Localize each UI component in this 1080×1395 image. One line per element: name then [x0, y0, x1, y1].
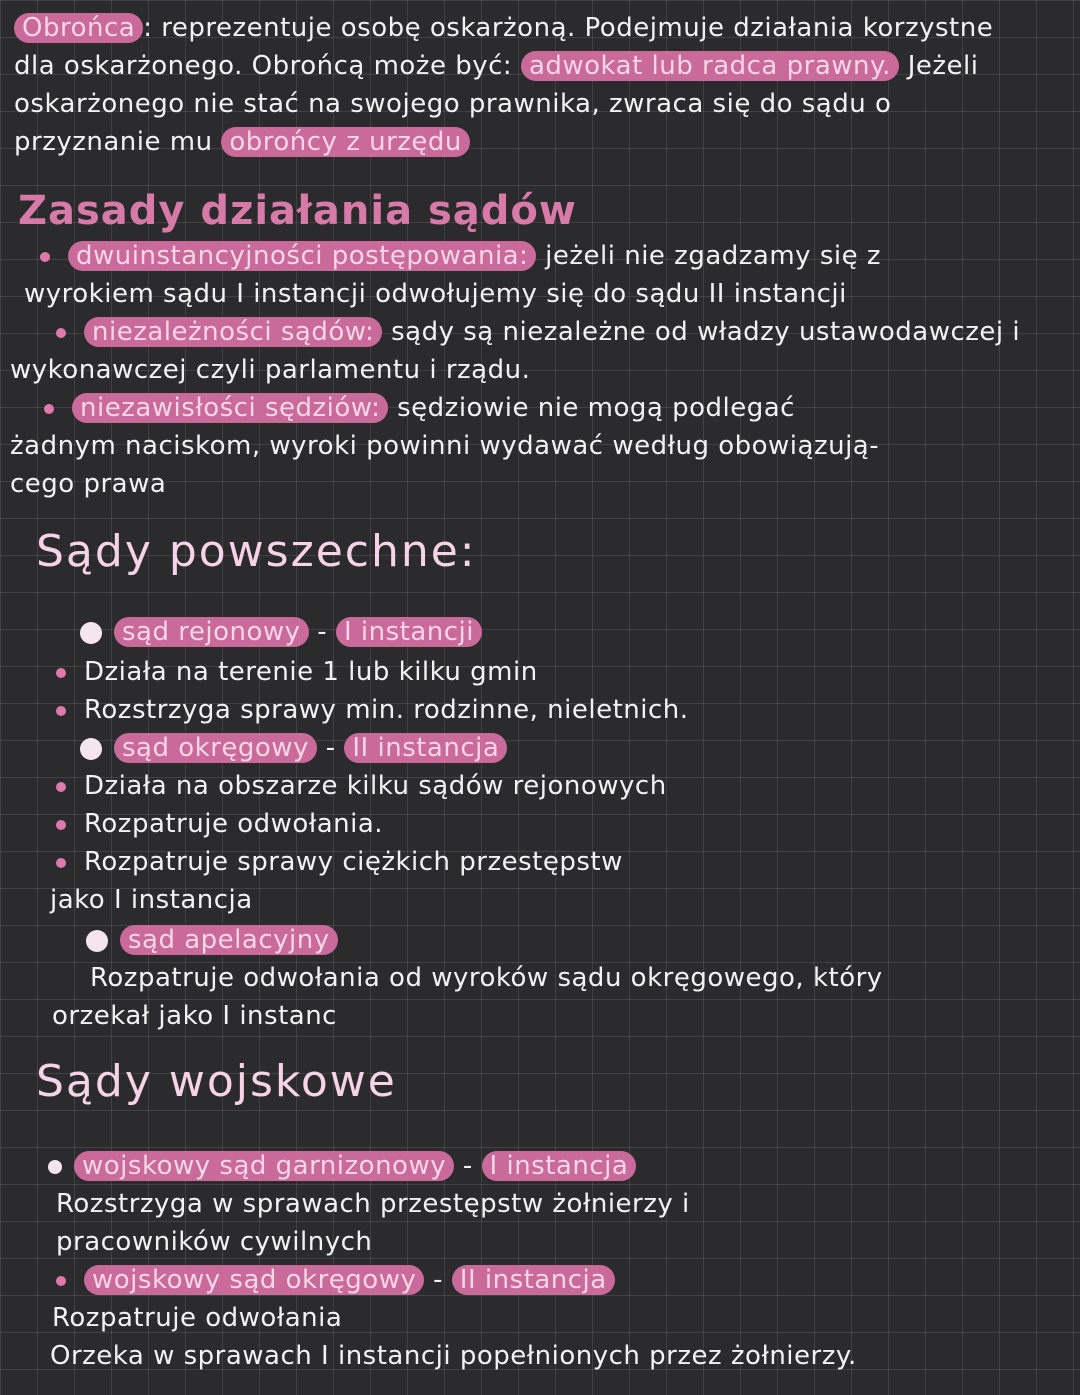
bullet-icon [56, 1276, 66, 1286]
obronca-highlight-urzad: obrońcy z urzędu [221, 127, 470, 157]
rejonowy-point-2: Rozstrzyga sprawy min. rodzinne, nieletnich. [56, 692, 689, 728]
zasady-item-3-line-1: niezawisłości sędziów: sędziowie nie mogą podlegać [44, 390, 795, 426]
rejonowy-heading: sąd rejonowy - I instancji [80, 614, 482, 650]
bullet-icon [86, 930, 108, 952]
bullet-icon [56, 328, 66, 338]
bullet-icon [56, 706, 66, 716]
zasady-item-2-line-1: niezależności sądów: sądy są niezależne od władzy ustawodawczej i [56, 314, 1020, 350]
obronca-line-1: Obrońca : reprezentuje osobę oskarżoną. Podejmuje działania korzystne [14, 10, 993, 46]
garnizonowy-line-1: Rozstrzyga w sprawach przestępstw żołnierzy i [56, 1189, 690, 1219]
bullet-icon [56, 782, 66, 792]
obronca-highlight-adwokat: adwokat lub radca prawny. [521, 51, 899, 81]
obronca-line-3: oskarżonego nie stać na swojego prawnika, zwraca się do sądu o [14, 89, 892, 119]
garnizonowy-heading: wojskowy sąd garnizonowy - I instancja [48, 1148, 636, 1184]
wojskowe-title: Sądy wojskowe [36, 1056, 397, 1107]
obronca-line-4: przyznanie mu obrońcy z urzędu [14, 124, 470, 160]
apelacyjny-line-2: orzekał jako I instanc [52, 1001, 337, 1031]
zasady-item-1-line-2: wyrokiem sądu I instancji odwołujemy się do sądu II instancji [24, 279, 847, 309]
zasady-item-1-line-1: dwuinstancyjności postępowania: jeżeli nie zgadzamy się z [40, 238, 881, 274]
okregowy-point-1: Działa na obszarze kilku sądów rejonowych [56, 768, 667, 804]
apelacyjny-heading: sąd apelacyjny [86, 922, 338, 958]
bullet-icon [56, 820, 66, 830]
bullet-icon [48, 1160, 62, 1174]
garnizonowy-line-2: pracowników cywilnych [56, 1227, 373, 1257]
okregowy-heading: sąd okręgowy - II instancja [80, 730, 507, 766]
okregowy-point-3: Rozpatruje sprawy ciężkich przestępstw [56, 844, 623, 880]
woj-okregowy-line-2: Orzeka w sprawach I instancji popełnionych przez żołnierzy. [50, 1341, 857, 1371]
rejonowy-point-1: Działa na terenie 1 lub kilku gmin [56, 654, 538, 690]
woj-okregowy-heading: wojskowy sąd okręgowy - II instancja [56, 1262, 615, 1298]
bullet-icon [40, 252, 50, 262]
powszechne-title: Sądy powszechne: [36, 526, 477, 577]
bullet-icon [44, 404, 54, 414]
apelacyjny-line-1: Rozpatruje odwołania od wyroków sądu okręgowego, który [90, 963, 883, 993]
zasady-item-3-line-2: żadnym naciskom, wyroki powinni wydawać według obowiązują- [10, 431, 880, 461]
bullet-icon [56, 858, 66, 868]
bullet-icon [80, 738, 102, 760]
zasady-item-2-line-2: wykonawczej czyli parlamentu i rządu. [10, 355, 531, 385]
okregowy-point-2: Rozpatruje odwołania. [56, 806, 383, 842]
okregowy-point-3-cont: jako I instancja [50, 885, 253, 915]
bullet-icon [80, 622, 102, 644]
woj-okregowy-line-1: Rozpatruje odwołania [52, 1303, 343, 1333]
bullet-icon [56, 668, 66, 678]
zasady-title: Zasady działania sądów [18, 188, 577, 234]
obronca-line-2: dla oskarżonego. Obrońcą może być: adwokat lub radca prawny. Jeżeli [14, 51, 979, 81]
obronca-term: Obrońca [14, 13, 143, 43]
zasady-item-3-line-3: cego prawa [10, 469, 167, 499]
